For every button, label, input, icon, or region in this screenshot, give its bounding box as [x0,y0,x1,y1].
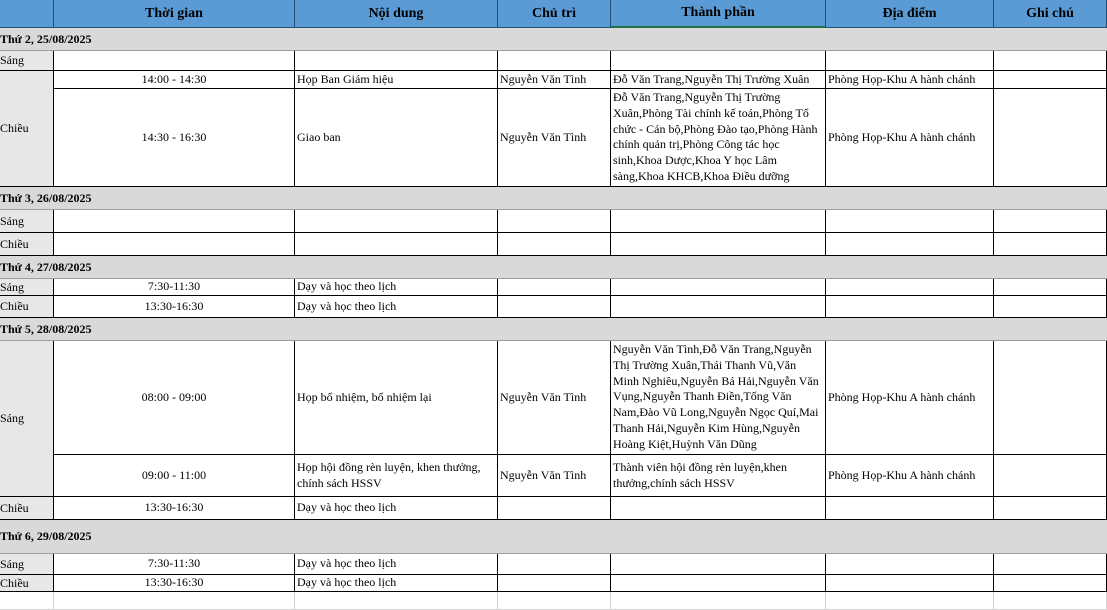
day-header-row: Thứ 2, 25/08/2025 [0,28,1107,51]
cell-content[interactable]: Dạy và học theo lịch [295,296,498,318]
cell-chair[interactable]: Nguyễn Văn Tình [498,341,611,455]
cell-time[interactable]: 13:30-16:30 [54,497,295,520]
cell-chair[interactable] [498,554,611,575]
cell-chair[interactable]: Nguyễn Văn Tình [498,71,611,89]
cell-location[interactable] [826,575,994,592]
cell-note[interactable] [994,71,1107,89]
column-header-2[interactable]: Nội dung [295,0,498,28]
cell-time[interactable]: 13:30-16:30 [54,296,295,318]
cell-location[interactable] [826,51,994,71]
session-label: Chiều [0,497,54,520]
day-header-row: Thứ 4, 27/08/2025 [0,256,1107,279]
cell-content[interactable]: Giao ban [295,89,498,187]
empty-cell[interactable] [54,592,295,610]
cell-members[interactable]: Nguyễn Văn Tình,Đỗ Văn Trang,Nguyễn Thị Trường Xuân,Thái Thanh Vũ,Văn Minh Nghiêu,Nguyễn Bá Hải,Nguyễn Văn Vụng,Nguyễn Thanh Điền,Tống Văn Nam,Đào Vũ Long,Nguyễn Ngọc Quí,Mai Thanh Hải,Nguyễn Kim Hùng,Nguyễn Hoàng Kiệt,Huỳnh Văn Dũng [611,341,826,455]
cell-content[interactable] [295,51,498,71]
empty-cell[interactable] [498,592,611,610]
cell-content[interactable]: Họp bổ nhiệm, bổ nhiệm lại [295,341,498,455]
cell-content[interactable]: Dạy và học theo lịch [295,554,498,575]
cell-time[interactable]: 7:30-11:30 [54,554,295,575]
empty-cell[interactable] [295,592,498,610]
cell-location[interactable] [826,233,994,256]
column-header-1[interactable]: Thời gian [54,0,295,28]
cell-location[interactable] [826,210,994,233]
day-header-row: Thứ 5, 28/08/2025 [0,318,1107,341]
cell-chair[interactable] [498,210,611,233]
day-header-row: Thứ 3, 26/08/2025 [0,187,1107,210]
cell-members[interactable] [611,554,826,575]
column-header-6[interactable]: Ghi chú [994,0,1107,28]
session-label: Chiều [0,296,54,318]
cell-content[interactable]: Dạy và học theo lịch [295,575,498,592]
cell-note[interactable] [994,279,1107,296]
column-header-4[interactable]: Thành phần [611,0,826,28]
cell-note[interactable] [994,210,1107,233]
cell-chair[interactable] [498,51,611,71]
cell-members[interactable] [611,51,826,71]
cell-location[interactable]: Phòng Họp-Khu A hành chánh [826,89,994,187]
cell-note[interactable] [994,341,1107,455]
empty-cell[interactable] [611,592,826,610]
cell-content[interactable]: Dạy và học theo lịch [295,279,498,296]
cell-time[interactable]: 7:30-11:30 [54,279,295,296]
cell-members[interactable]: Đỗ Văn Trang,Nguyễn Thị Trường Xuân,Phòng Tài chính kế toán,Phòng Tổ chức - Cán bộ,Phòng Đào tạo,Phòng Hành chính quản trị,Phòng Công tác học sinh,Khoa Dược,Khoa Y học Lâm sàng,Khoa KHCB,Khoa Điều dưỡng [611,89,826,187]
empty-cell[interactable] [0,592,54,610]
session-label: Chiều [0,71,54,187]
cell-time[interactable] [54,51,295,71]
cell-chair[interactable]: Nguyễn Văn Tình [498,89,611,187]
cell-time[interactable]: 14:00 - 14:30 [54,71,295,89]
cell-location[interactable]: Phòng Họp-Khu A hành chánh [826,71,994,89]
day-header-row: Thứ 6, 29/08/2025 [0,520,1107,554]
cell-content[interactable]: Họp hội đồng rèn luyện, khen thưởng, chính sách HSSV [295,455,498,497]
session-label: Sáng [0,279,54,296]
column-header-3[interactable]: Chủ trì [498,0,611,28]
cell-content[interactable] [295,210,498,233]
cell-chair[interactable] [498,279,611,296]
cell-note[interactable] [994,89,1107,187]
cell-members[interactable]: Thành viên hội đồng rèn luyện,khen thưởng,chính sách HSSV [611,455,826,497]
session-label: Sáng [0,210,54,233]
cell-location[interactable] [826,296,994,318]
cell-members[interactable] [611,279,826,296]
cell-members[interactable]: Đỗ Văn Trang,Nguyễn Thị Trường Xuân [611,71,826,89]
cell-members[interactable] [611,210,826,233]
empty-cell[interactable] [826,592,994,610]
cell-time[interactable] [54,233,295,256]
cell-chair[interactable] [498,296,611,318]
empty-cell[interactable] [994,592,1107,610]
cell-time[interactable]: 14:30 - 16:30 [54,89,295,187]
cell-time[interactable]: 08:00 - 09:00 [54,341,295,455]
cell-location[interactable]: Phòng Họp-Khu A hành chánh [826,341,994,455]
cell-chair[interactable] [498,497,611,520]
cell-members[interactable] [611,497,826,520]
cell-location[interactable] [826,554,994,575]
cell-chair[interactable] [498,233,611,256]
session-label: Chiều [0,575,54,592]
cell-chair[interactable] [498,575,611,592]
cell-note[interactable] [994,455,1107,497]
cell-time[interactable] [54,210,295,233]
cell-members[interactable] [611,296,826,318]
cell-note[interactable] [994,233,1107,256]
cell-location[interactable] [826,279,994,296]
session-label: Sáng [0,341,54,497]
cell-location[interactable] [826,497,994,520]
cell-members[interactable] [611,575,826,592]
cell-content[interactable]: Họp Ban Giám hiệu [295,71,498,89]
cell-note[interactable] [994,497,1107,520]
cell-note[interactable] [994,51,1107,71]
cell-content[interactable] [295,233,498,256]
column-header-5[interactable]: Địa điểm [826,0,994,28]
cell-note[interactable] [994,575,1107,592]
session-label: Chiều [0,233,54,256]
session-label: Sáng [0,554,54,575]
cell-chair[interactable]: Nguyễn Văn Tình [498,455,611,497]
cell-time[interactable]: 09:00 - 11:00 [54,455,295,497]
cell-members[interactable] [611,233,826,256]
cell-location[interactable]: Phòng Họp-Khu A hành chánh [826,455,994,497]
cell-content[interactable]: Dạy và học theo lịch [295,497,498,520]
cell-time[interactable]: 13:30-16:30 [54,575,295,592]
column-header-corner[interactable] [0,0,54,28]
session-label: Sáng [0,51,54,71]
cell-note[interactable] [994,554,1107,575]
cell-note[interactable] [994,296,1107,318]
